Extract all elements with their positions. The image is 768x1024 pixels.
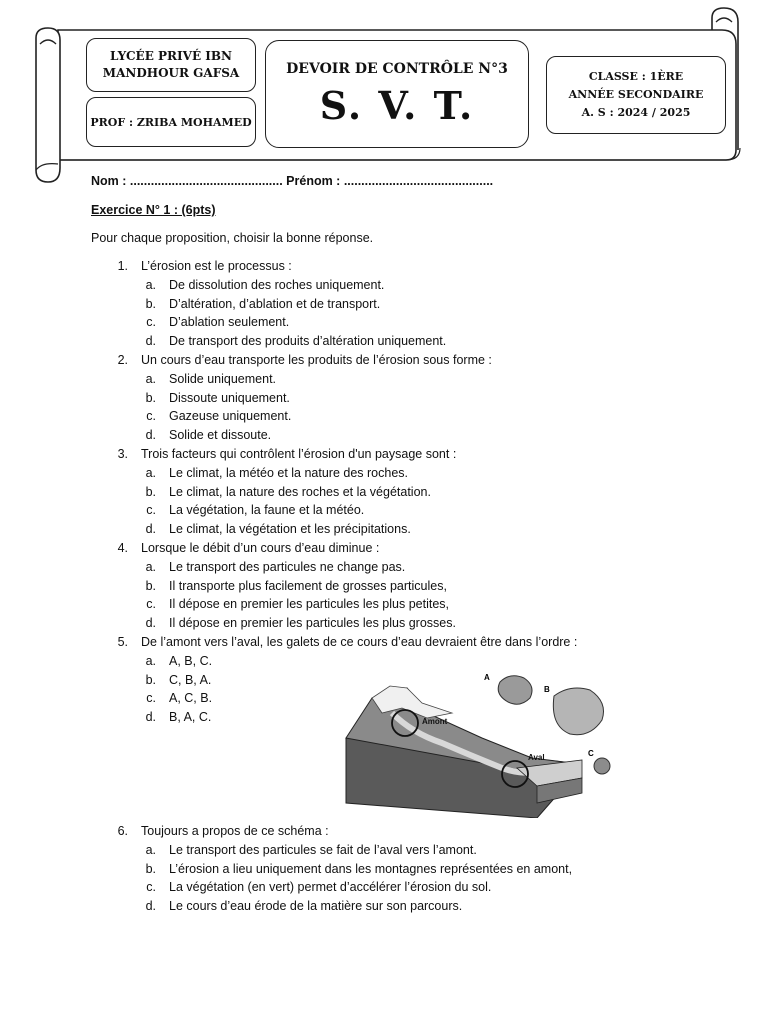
option-letter: b. bbox=[145, 390, 156, 405]
option-letter: a. bbox=[145, 465, 156, 480]
option-text: Il dépose en premier les particules les plus petites, bbox=[169, 597, 450, 612]
option-letter: d. bbox=[145, 522, 156, 537]
option-text: D’ablation seulement. bbox=[169, 315, 290, 330]
option-text: Solide et dissoute. bbox=[169, 428, 272, 443]
option-letter: b. bbox=[145, 296, 156, 311]
class-line2: ANNÉE SECONDAIRE bbox=[568, 88, 704, 101]
subject-title: S. V. T. bbox=[319, 82, 475, 128]
option-text: L’érosion a lieu uniquement dans les montagnes représentées en amont, bbox=[169, 861, 573, 876]
option-text: A, B, C. bbox=[169, 653, 213, 668]
option-letter: d. bbox=[145, 616, 156, 631]
option-letter: d. bbox=[145, 710, 156, 725]
question-number: 1. bbox=[117, 259, 128, 273]
option-text: De dissolution des roches uniquement. bbox=[169, 277, 385, 292]
option-letter: d. bbox=[145, 899, 156, 914]
option-text: Solide uniquement. bbox=[169, 371, 277, 386]
devoir-title: DEVOIR DE CONTRÔLE N°3 bbox=[286, 60, 508, 77]
option-text: Le climat, la végétation et les précipitations. bbox=[169, 522, 411, 537]
question-number: 2. bbox=[117, 353, 128, 367]
option-letter: a. bbox=[145, 842, 156, 857]
school-box bbox=[86, 38, 256, 92]
option-letter: c. bbox=[146, 409, 156, 424]
exercise-title: Exercice N° 1 : (6pts) bbox=[91, 203, 216, 217]
option-letter: a. bbox=[145, 559, 156, 574]
option-text: La végétation, la faune et la météo. bbox=[169, 503, 365, 518]
option-letter: c. bbox=[146, 315, 156, 330]
student-name-line: Nom : ............................................ Prénom : ........................................... bbox=[91, 174, 494, 188]
option-text: Le transport des particules ne change pas. bbox=[169, 559, 406, 574]
option-text: Dissoute uniquement. bbox=[169, 390, 290, 405]
option-letter: b. bbox=[145, 861, 156, 876]
prof-box bbox=[86, 97, 256, 147]
prof-name: PROF : ZRIBA MOHAMED bbox=[90, 115, 252, 129]
option-text: Il transporte plus facilement de grosses particules, bbox=[169, 578, 447, 593]
question-number: 4. bbox=[117, 541, 128, 555]
school-name-line2: MANDHOUR GAFSA bbox=[102, 66, 240, 80]
option-text: Le climat, la météo et la nature des roches. bbox=[169, 465, 409, 480]
question-text: Lorsque le débit d’un cours d’eau diminue : bbox=[141, 541, 380, 555]
option-letter: b. bbox=[145, 484, 156, 499]
option-letter: c. bbox=[146, 597, 156, 612]
question-number: 5. bbox=[117, 635, 128, 649]
question-number: 6. bbox=[117, 824, 128, 838]
question-number: 3. bbox=[117, 447, 128, 461]
exercise-instruction: Pour chaque proposition, choisir la bonne réponse. bbox=[91, 231, 374, 245]
label-aval: Aval bbox=[528, 753, 545, 762]
title-box bbox=[265, 40, 529, 148]
option-text: La végétation (en vert) permet d’accélérer l’érosion du sol. bbox=[169, 880, 492, 895]
erosion-landscape-diagram bbox=[332, 668, 622, 818]
class-line3: A. S : 2024 / 2025 bbox=[581, 106, 691, 119]
label-pebble-a: A bbox=[484, 673, 490, 682]
class-box bbox=[546, 56, 726, 134]
option-text: Le cours d’eau érode de la matière sur son parcours. bbox=[169, 899, 463, 914]
option-text: Le climat, la nature des roches et la végétation. bbox=[169, 484, 431, 499]
option-letter: b. bbox=[145, 672, 156, 687]
question-text: Toujours a propos de ce schéma : bbox=[141, 824, 329, 838]
question-text: Trois facteurs qui contrôlent l’érosion d'un paysage sont : bbox=[141, 447, 457, 461]
school-name-line1: LYCÉE PRIVÉ IBN bbox=[109, 49, 232, 63]
label-amont: Amont bbox=[422, 717, 448, 726]
option-letter: a. bbox=[145, 371, 156, 386]
option-text: De transport des produits d’altération uniquement. bbox=[169, 334, 447, 349]
label-pebble-b: B bbox=[544, 685, 550, 694]
option-text: A, C, B. bbox=[169, 691, 213, 706]
option-text: B, A, C. bbox=[169, 710, 212, 725]
option-letter: d. bbox=[145, 334, 156, 349]
option-text: D’altération, d’ablation et de transport. bbox=[169, 296, 381, 311]
option-letter: a. bbox=[145, 277, 156, 292]
option-letter: a. bbox=[145, 653, 156, 668]
label-pebble-c: C bbox=[588, 749, 594, 758]
option-text: Gazeuse uniquement. bbox=[169, 409, 292, 424]
option-text: Le transport des particules se fait de l’aval vers l’amont. bbox=[169, 842, 477, 857]
question-text: De l’amont vers l’aval, les galets de ce cours d’eau devraient être dans l’ordre : bbox=[141, 635, 578, 649]
question-text: Un cours d’eau transporte les produits de l’érosion sous forme : bbox=[141, 353, 492, 367]
option-letter: c. bbox=[146, 691, 156, 706]
class-line1: CLASSE : 1ÈRE bbox=[588, 70, 684, 83]
option-letter: d. bbox=[145, 428, 156, 443]
question-text: L’érosion est le processus : bbox=[141, 259, 292, 273]
option-text: C, B, A. bbox=[169, 672, 212, 687]
option-letter: c. bbox=[146, 503, 156, 518]
option-letter: c. bbox=[146, 880, 156, 895]
option-text: Il dépose en premier les particules les plus grosses. bbox=[169, 616, 456, 631]
option-letter: b. bbox=[145, 578, 156, 593]
